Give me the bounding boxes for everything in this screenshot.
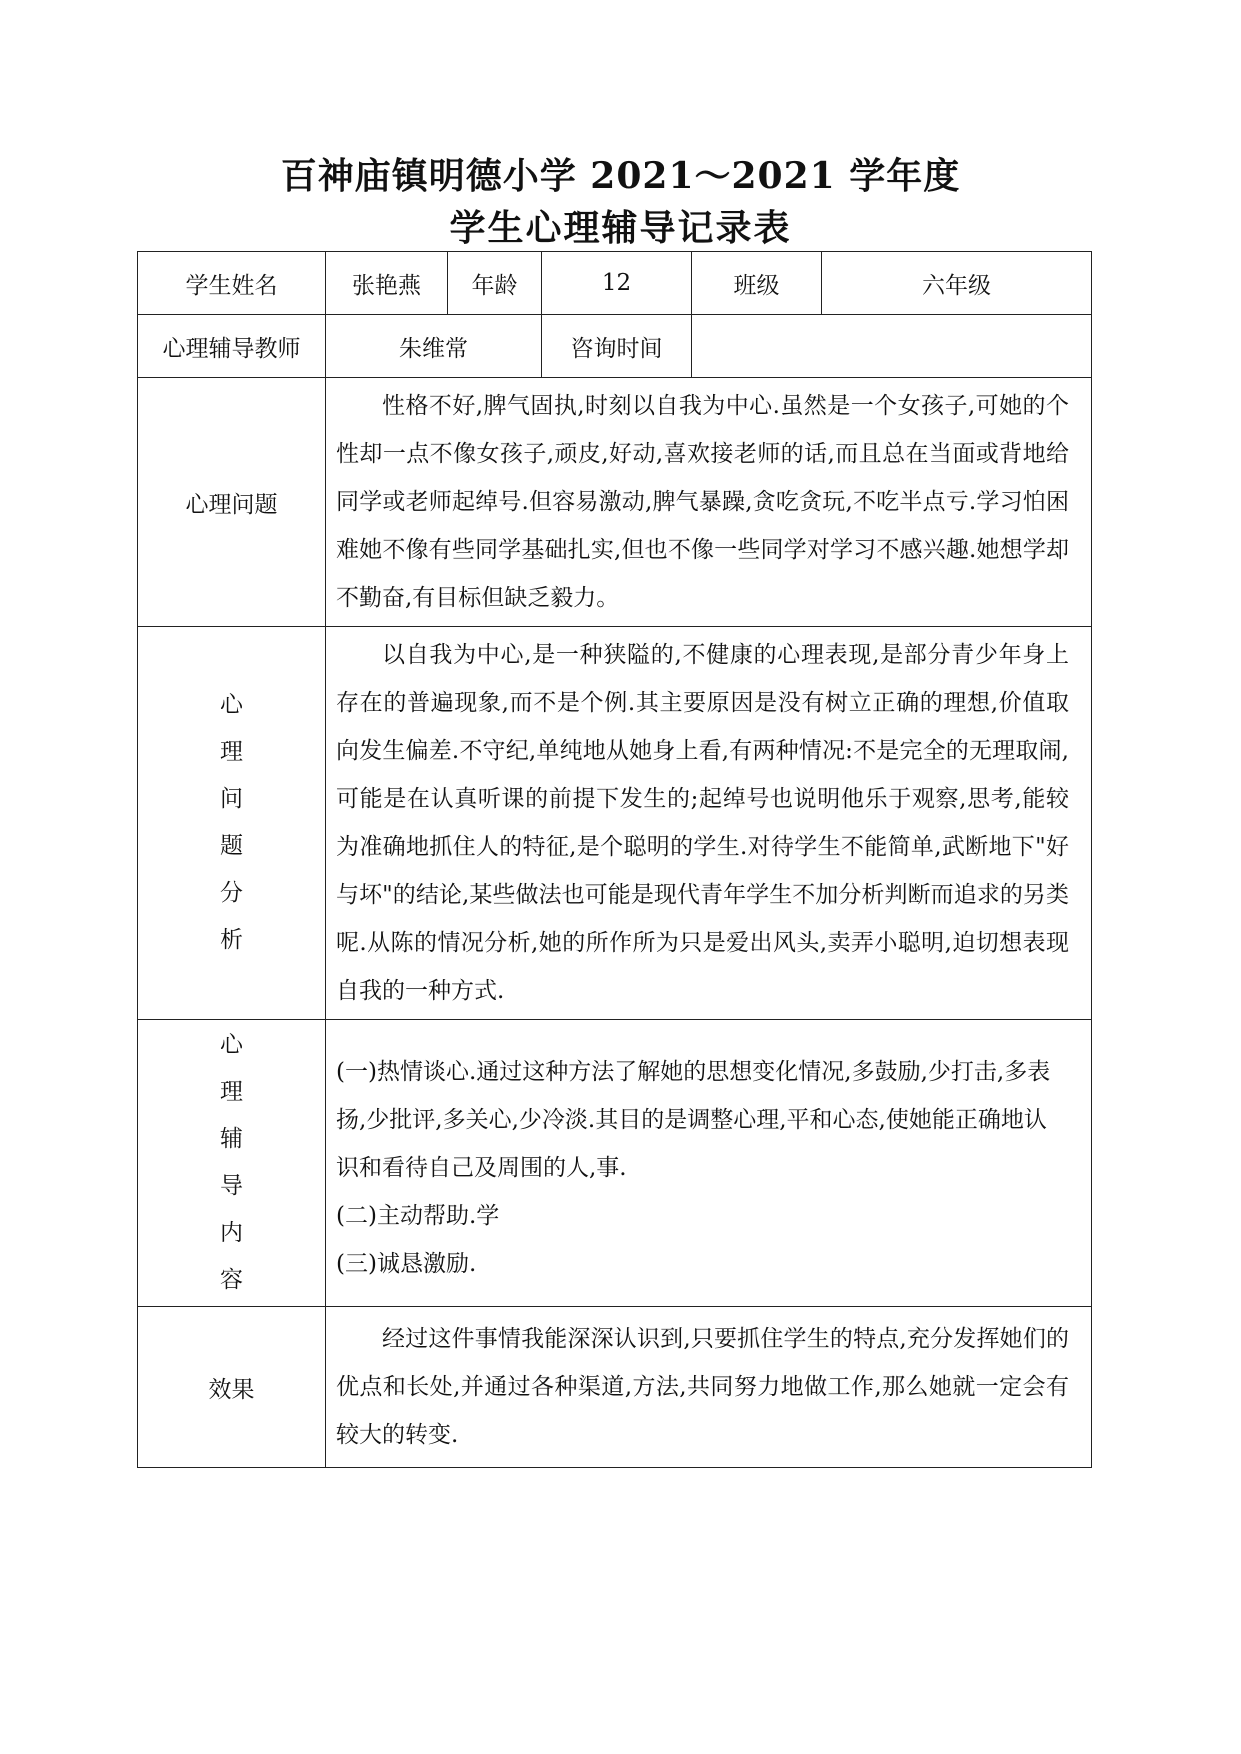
analysis-row [138,627,1092,1020]
teacher-value: 朱维常 [326,315,542,378]
analysis-label-char: 理 [220,739,243,765]
content-label-char: 心 [220,1032,243,1058]
analysis-label-char: 心 [220,692,243,718]
problem-cell [326,378,1092,627]
analysis-label-char: 析 [220,927,243,953]
effect-label: 效果 [138,1307,326,1468]
analysis-cell [326,627,1092,1020]
title-block [0,150,1241,254]
teacher-row [138,315,1092,378]
consult-time-label: 咨询时间 [542,315,692,378]
analysis-label-char: 题 [220,833,243,859]
problem-text: 性格不好,脾气固执,时刻以自我为中心.虽然是一个女孩子,可她的个性却一点不像女孩子,顽皮,好动,喜欢接老师的话,而且总在当面或背地给同学或老师起绰号.但容易激动,脾气暴躁,贪吃贪玩,不吃半点亏.学习怕困难她不像有些同学基础扎实,但也不像一些同学对学习不感兴趣.她想学却不勤奋,有目标但缺乏毅力。 [336,393,1069,611]
content-item: (一)热情谈心.通过这种方法了解她的思想变化情况,多鼓励,少打击,多表扬,少批评,多关心,少冷淡.其目的是调整心理,平和心态,使她能正确地认识和看待自己及周围的人,事. [336,1059,1051,1181]
analysis-label [138,627,326,1020]
effect-text: 经过这件事情我能深深认识到,只要抓住学生的特点,充分发挥她们的优点和长处,并通过各种渠道,方法,共同努力地做工作,那么她就一定会有较大的转变. [336,1326,1069,1448]
teacher-label: 心理辅导教师 [138,315,326,378]
content-label [138,1020,326,1307]
content-lines [326,1034,1091,1292]
consult-time-value [692,315,1092,378]
counseling-record-table [137,251,1092,1468]
analysis-text: 以自我为中心,是一种狭隘的,不健康的心理表现,是部分青少年身上存在的普遍现象,而不是个例.其主要原因是没有树立正确的理想,价值取向发生偏差.不守纪,单纯地从她身上看,有两种情况:不是完全的无理取闹,可能是在认真听课的前提下发生的;起绰号也说明他乐于观察,思考,能较为准确地抓住人的特征,是个聪明的学生.对待学生不能简单,武断地下"好与坏"的结论,某些做法也可能是现代青年学生不加分析判断而追求的另类呢.从陈的情况分析,她的所作所为只是爱出风头,卖弄小聪明,迫切想表现自我的一种方式. [336,642,1069,1004]
problem-row [138,378,1092,627]
analysis-label-char: 问 [220,786,243,812]
student-name-value: 张艳燕 [326,252,448,315]
content-row [138,1020,1092,1307]
effect-row [138,1307,1092,1468]
class-label: 班级 [692,252,822,315]
content-label-char: 理 [220,1079,243,1105]
document-subtitle: 学生心理辅导记录表 [449,207,792,249]
content-label-char: 内 [220,1220,243,1246]
analysis-label-char: 分 [220,880,243,906]
age-label: 年龄 [448,252,542,315]
content-item: (二)主动帮助.学 [336,1203,500,1229]
class-value: 六年级 [822,252,1092,315]
effect-cell [326,1307,1092,1468]
content-label-char: 辅 [220,1126,243,1152]
student-name-label: 学生姓名 [138,252,326,315]
student-info-row [138,252,1092,315]
age-value: 12 [542,252,692,315]
content-label-char: 容 [220,1267,243,1293]
content-item: (三)诚恳激励. [336,1251,477,1277]
content-label-char: 导 [220,1173,243,1199]
problem-label: 心理问题 [138,378,326,627]
document-title: 百神庙镇明德小学 2021～2021 学年度 [280,155,961,197]
content-cell [326,1020,1092,1307]
